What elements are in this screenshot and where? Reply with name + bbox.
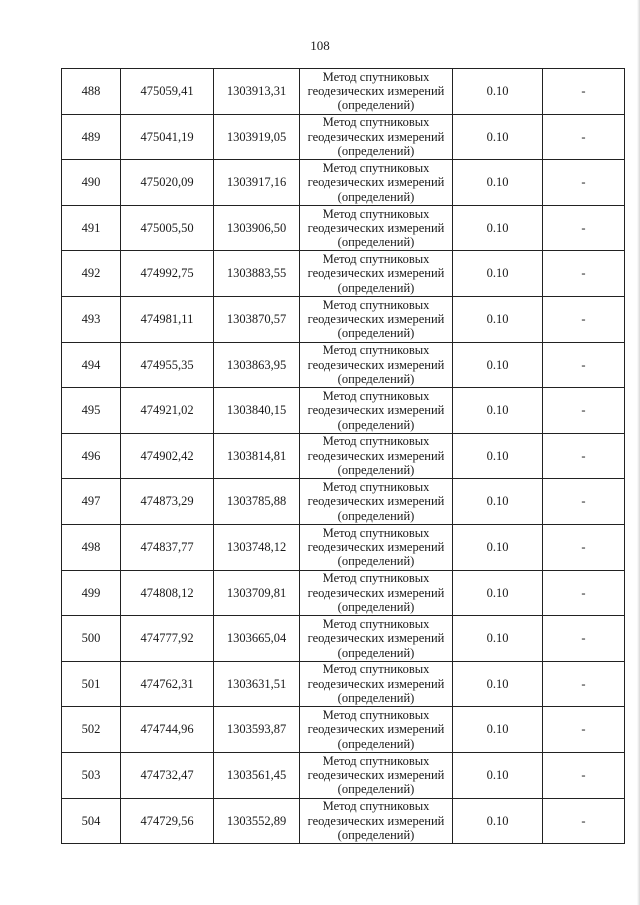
x-coordinate-cell: 475005,50 <box>121 205 214 251</box>
method-cell: Метод спутниковых геодезических измерений (определений) <box>300 69 453 115</box>
description-cell: - <box>543 661 625 707</box>
accuracy-cell: 0.10 <box>453 433 543 479</box>
x-coordinate-cell: 474992,75 <box>121 251 214 297</box>
table-row <box>62 433 625 479</box>
x-coordinate-cell: 474955,35 <box>121 342 214 388</box>
description-cell: - <box>543 69 625 115</box>
table-row <box>62 570 625 616</box>
x-coordinate-cell: 474981,11 <box>121 296 214 342</box>
y-coordinate-cell: 1303665,04 <box>214 616 300 662</box>
y-coordinate-cell: 1303561,45 <box>214 752 300 798</box>
table-row <box>62 205 625 251</box>
method-cell: Метод спутниковых геодезических измерений (определений) <box>300 479 453 525</box>
description-cell: - <box>543 524 625 570</box>
description-cell: - <box>543 570 625 616</box>
y-coordinate-cell: 1303709,81 <box>214 570 300 616</box>
method-cell: Метод спутниковых геодезических измерений (определений) <box>300 433 453 479</box>
point-number-cell: 488 <box>62 69 121 115</box>
accuracy-cell: 0.10 <box>453 69 543 115</box>
accuracy-cell: 0.10 <box>453 661 543 707</box>
point-number-cell: 497 <box>62 479 121 525</box>
point-number-cell: 495 <box>62 388 121 434</box>
table-row <box>62 342 625 388</box>
y-coordinate-cell: 1303748,12 <box>214 524 300 570</box>
x-coordinate-cell: 474732,47 <box>121 752 214 798</box>
y-coordinate-cell: 1303840,15 <box>214 388 300 434</box>
description-cell: - <box>543 479 625 525</box>
method-cell: Метод спутниковых геодезических измерений (определений) <box>300 205 453 251</box>
table-row <box>62 69 625 115</box>
coordinates-table-body <box>62 69 625 844</box>
table-row <box>62 114 625 160</box>
point-number-cell: 504 <box>62 798 121 844</box>
point-number-cell: 494 <box>62 342 121 388</box>
y-coordinate-cell: 1303593,87 <box>214 707 300 753</box>
y-coordinate-cell: 1303870,57 <box>214 296 300 342</box>
table-row <box>62 798 625 844</box>
y-coordinate-cell: 1303552,89 <box>214 798 300 844</box>
table-row <box>62 296 625 342</box>
x-coordinate-cell: 474837,77 <box>121 524 214 570</box>
y-coordinate-cell: 1303631,51 <box>214 661 300 707</box>
accuracy-cell: 0.10 <box>453 524 543 570</box>
y-coordinate-cell: 1303785,88 <box>214 479 300 525</box>
accuracy-cell: 0.10 <box>453 205 543 251</box>
description-cell: - <box>543 433 625 479</box>
description-cell: - <box>543 798 625 844</box>
y-coordinate-cell: 1303919,05 <box>214 114 300 160</box>
point-number-cell: 502 <box>62 707 121 753</box>
method-cell: Метод спутниковых геодезических измерений (определений) <box>300 798 453 844</box>
table-row <box>62 707 625 753</box>
point-number-cell: 489 <box>62 114 121 160</box>
x-coordinate-cell: 474744,96 <box>121 707 214 753</box>
accuracy-cell: 0.10 <box>453 388 543 434</box>
table-row <box>62 479 625 525</box>
description-cell: - <box>543 251 625 297</box>
accuracy-cell: 0.10 <box>453 114 543 160</box>
accuracy-cell: 0.10 <box>453 160 543 206</box>
description-cell: - <box>543 114 625 160</box>
method-cell: Метод спутниковых геодезических измерений (определений) <box>300 160 453 206</box>
description-cell: - <box>543 296 625 342</box>
method-cell: Метод спутниковых геодезических измерений (определений) <box>300 707 453 753</box>
point-number-cell: 500 <box>62 616 121 662</box>
point-number-cell: 498 <box>62 524 121 570</box>
description-cell: - <box>543 616 625 662</box>
accuracy-cell: 0.10 <box>453 342 543 388</box>
point-number-cell: 501 <box>62 661 121 707</box>
point-number-cell: 503 <box>62 752 121 798</box>
accuracy-cell: 0.10 <box>453 296 543 342</box>
accuracy-cell: 0.10 <box>453 752 543 798</box>
y-coordinate-cell: 1303863,95 <box>214 342 300 388</box>
accuracy-cell: 0.10 <box>453 798 543 844</box>
description-cell: - <box>543 160 625 206</box>
point-number-cell: 493 <box>62 296 121 342</box>
description-cell: - <box>543 342 625 388</box>
x-coordinate-cell: 474762,31 <box>121 661 214 707</box>
method-cell: Метод спутниковых геодезических измерений (определений) <box>300 114 453 160</box>
x-coordinate-cell: 474921,02 <box>121 388 214 434</box>
y-coordinate-cell: 1303906,50 <box>214 205 300 251</box>
accuracy-cell: 0.10 <box>453 479 543 525</box>
accuracy-cell: 0.10 <box>453 251 543 297</box>
accuracy-cell: 0.10 <box>453 616 543 662</box>
method-cell: Метод спутниковых геодезических измерений (определений) <box>300 342 453 388</box>
x-coordinate-cell: 474777,92 <box>121 616 214 662</box>
description-cell: - <box>543 707 625 753</box>
y-coordinate-cell: 1303913,31 <box>214 69 300 115</box>
y-coordinate-cell: 1303814,81 <box>214 433 300 479</box>
method-cell: Метод спутниковых геодезических измерений (определений) <box>300 388 453 434</box>
x-coordinate-cell: 474808,12 <box>121 570 214 616</box>
method-cell: Метод спутниковых геодезических измерений (определений) <box>300 570 453 616</box>
description-cell: - <box>543 205 625 251</box>
table-row <box>62 251 625 297</box>
table-row <box>62 388 625 434</box>
point-number-cell: 499 <box>62 570 121 616</box>
point-number-cell: 490 <box>62 160 121 206</box>
table-row <box>62 616 625 662</box>
method-cell: Метод спутниковых геодезических измерений (определений) <box>300 251 453 297</box>
coordinates-table <box>61 68 625 844</box>
x-coordinate-cell: 474873,29 <box>121 479 214 525</box>
point-number-cell: 491 <box>62 205 121 251</box>
table-row <box>62 752 625 798</box>
table-row <box>62 661 625 707</box>
x-coordinate-cell: 475020,09 <box>121 160 214 206</box>
point-number-cell: 496 <box>62 433 121 479</box>
description-cell: - <box>543 752 625 798</box>
x-coordinate-cell: 474902,42 <box>121 433 214 479</box>
page-number: 108 <box>310 38 330 53</box>
point-number-cell: 492 <box>62 251 121 297</box>
x-coordinate-cell: 475059,41 <box>121 69 214 115</box>
x-coordinate-cell: 474729,56 <box>121 798 214 844</box>
method-cell: Метод спутниковых геодезических измерений (определений) <box>300 524 453 570</box>
x-coordinate-cell: 475041,19 <box>121 114 214 160</box>
method-cell: Метод спутниковых геодезических измерений (определений) <box>300 661 453 707</box>
y-coordinate-cell: 1303883,55 <box>214 251 300 297</box>
table-row <box>62 524 625 570</box>
method-cell: Метод спутниковых геодезических измерений (определений) <box>300 296 453 342</box>
accuracy-cell: 0.10 <box>453 707 543 753</box>
method-cell: Метод спутниковых геодезических измерений (определений) <box>300 752 453 798</box>
description-cell: - <box>543 388 625 434</box>
table-row <box>62 160 625 206</box>
y-coordinate-cell: 1303917,16 <box>214 160 300 206</box>
accuracy-cell: 0.10 <box>453 570 543 616</box>
method-cell: Метод спутниковых геодезических измерений (определений) <box>300 616 453 662</box>
